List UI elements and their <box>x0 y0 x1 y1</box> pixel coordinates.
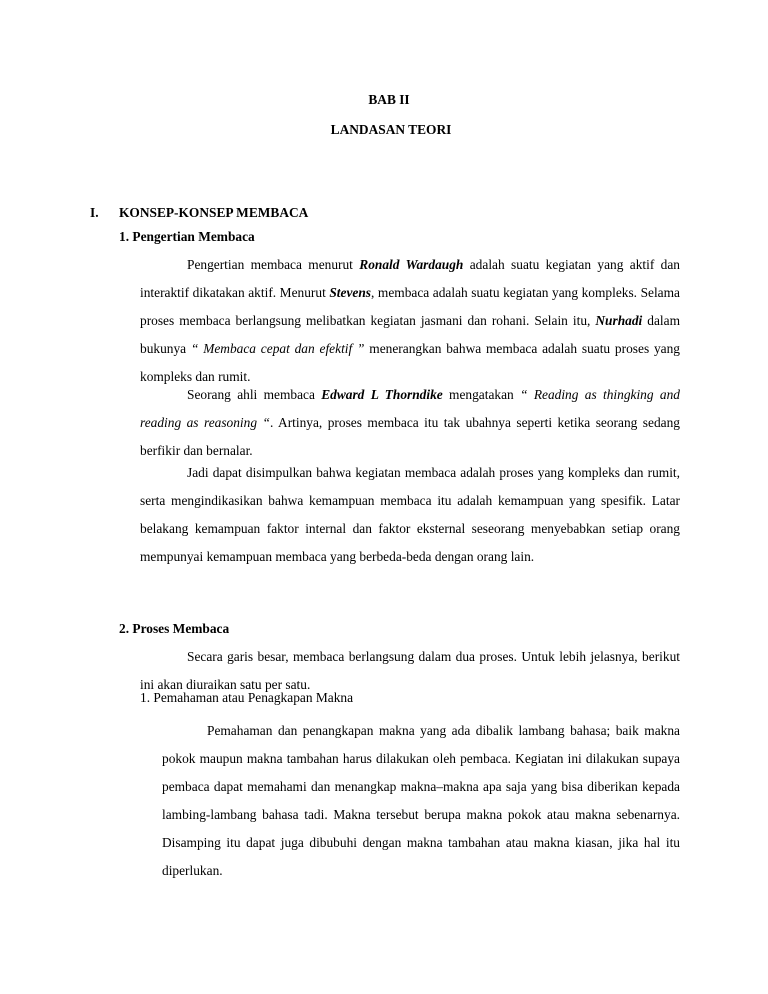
section-number: I. <box>90 205 99 220</box>
subsection-title-proses: 2. Proses Membaca <box>119 621 230 636</box>
quote: “ Reading as thingking and reading as reasoning “ <box>140 387 680 430</box>
paragraph-comprehension: Pemahaman dan penangkapan makna yang ada dibalik lambang bahasa; baik makna pokok maupun makna tambahan harus dilakukan oleh pembaca. Kegiatan ini dilakukan supaya pembaca dapat memahami dan menangkap makna–makna apa saja yang bisa diberikan kepada lambing-lambang bahasa tadi. Makna tersebut berupa makna pokok atau makna sebenarnya. Disamping itu dapat juga dibubuhi dengan makna tambahan atau makna kiasan, jika hal itu diperlukan. <box>162 723 680 878</box>
paragraph-process: Secara garis besar, membaca berlangsung dalam dua proses. Untuk lebih jelasnya, berikut ini akan diuraikan satu per satu. <box>140 649 680 692</box>
section-title: KONSEP-KONSEP MEMBACA <box>119 205 309 220</box>
subsection-title-pengertian: 1. Pengertian Membaca <box>119 229 255 244</box>
author-name: Edward L Thorndike <box>321 387 443 402</box>
author-name: Ronald Wardaugh <box>359 257 464 272</box>
list-item-title: 1. Pemahaman atau Penagkapan Makna <box>140 690 354 705</box>
author-name: Stevens <box>329 285 372 300</box>
chapter-title: LANDASAN TEORI <box>330 122 452 137</box>
paragraph-definition: Pengertian membaca menurut Ronald Wardaugh adalah suatu kegiatan yang aktif dan interaktif dikatakan aktif. Menurut Stevens, membaca adalah suatu kegiatan yang kompleks. Selama proses membaca berlangsung melibatkan kegiatan jasmani dan rohani. Selain itu, Nurhadi dalam bukunya “ Membaca cepat dan efektif ” menerangkan bahwa membaca adalah suatu proses yang kompleks dan rumit. <box>140 257 680 384</box>
author-name: Nurhadi <box>595 313 643 328</box>
chapter-label: BAB II <box>368 92 410 107</box>
book-title: “ Membaca cepat dan efektif ” <box>190 341 365 356</box>
paragraph-conclusion: Jadi dapat disimpulkan bahwa kegiatan membaca adalah proses yang kompleks dan rumit, serta mengindikasikan bahwa kemampuan membaca itu adalah kemampuan yang spesifik. Latar belakang kemampuan faktor internal dan faktor eksternal seseorang menyebabkan setiap orang mempunyai kemampuan membaca yang berbeda-beda dengan orang lain. <box>140 465 680 564</box>
paragraph-thorndike: Seorang ahli membaca Edward L Thorndike mengatakan “ Reading as thingking and reading as reasoning “. Artinya, proses membaca itu tak ubahnya seperti ketika seorang sedang berfikir dan bernalar. <box>140 387 680 458</box>
